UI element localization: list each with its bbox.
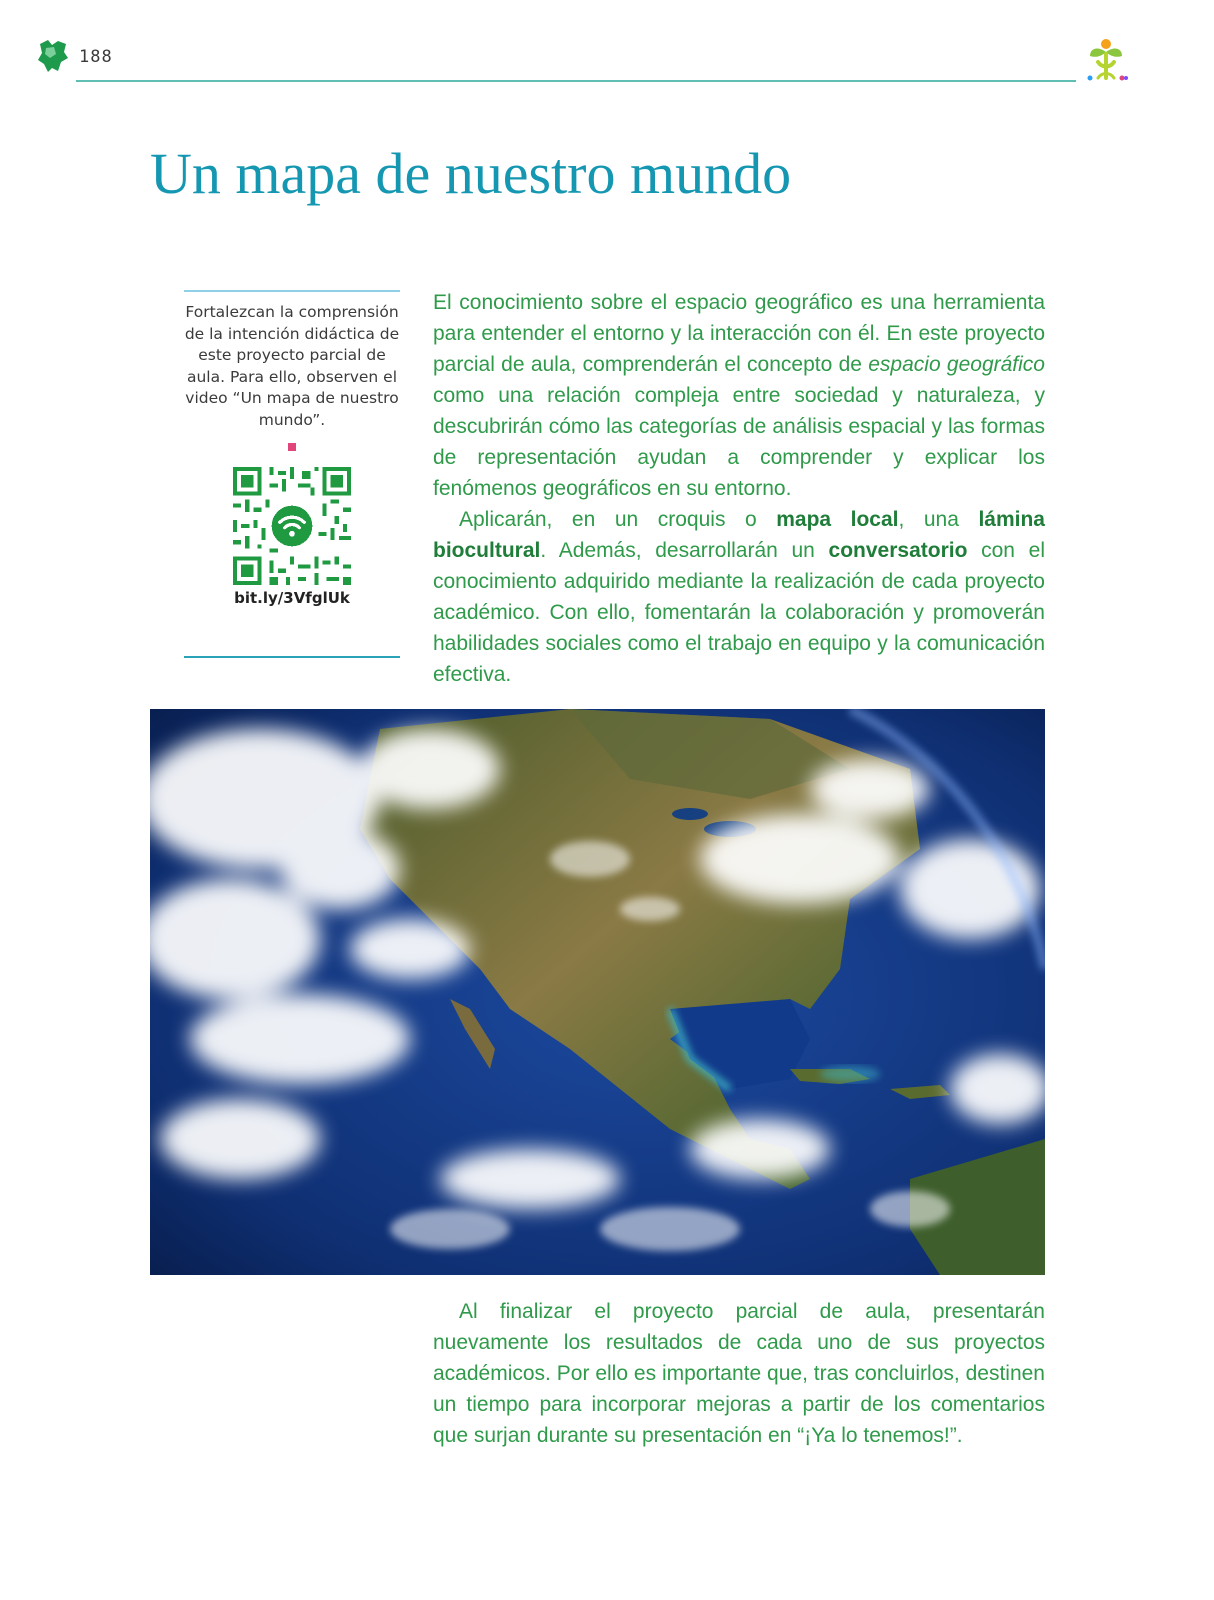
term-mapa-local: mapa local <box>776 508 899 531</box>
paragraph-2-text-a: Aplicarán, en un croquis o <box>459 508 777 531</box>
sidebar-text: Fortalezcan la comprensión de la intención didáctica de este proyecto parcial de aula. Para ello, observen el video “Un mapa de nuestro mundo”. <box>184 303 400 429</box>
paragraph-2-text-b: , una <box>898 508 979 531</box>
paragraph-2-text-c: . Además, desarrollarán un <box>540 539 829 562</box>
term-lamina-biocultural: lámina biocultural <box>433 508 1045 562</box>
page-number: 188 <box>79 47 113 67</box>
sprout-people-logo-icon <box>1076 32 1136 88</box>
paragraph-1-italic: espacio geográfico <box>868 353 1045 376</box>
paragraph-1 <box>433 287 1045 504</box>
term-conversatorio: conversatorio <box>828 539 968 562</box>
paragraph-2 <box>433 504 1045 690</box>
paragraph-2-text-d: con el conocimiento adquirido mediante la realización de cada proyecto académico. Con ello, fomentarán la colaboración y promoverán habilidades sociales como el trabajo en equipo y la comunicación efectiva. <box>433 539 1046 686</box>
page-title: Un mapa de nuestro mundo <box>150 141 792 206</box>
paragraph-1-text-b: como una relación compleja entre sociedad y naturaleza, y descubrirán cómo las categorías de análisis espacial y las formas de representación ayudan a comprender y explicar los fenómenos geográficos en su entorno. <box>433 384 1045 500</box>
video-link[interactable]: bit.ly/3VfglUk <box>234 589 350 607</box>
qr-code-wifi-icon[interactable] <box>233 467 351 585</box>
header-rule <box>76 80 1076 82</box>
accent-dot <box>288 443 296 451</box>
paragraph-3: Al finalizar el proyecto parcial de aula, presentarán nuevamente los resultados de cada uno de sus proyectos académicos. Por ello es importante que, tras concluirlos, destinen un tiempo para incorporar mejoras a partir de los comentarios que surjan durante su presentación en “¡Ya lo tenemos!”. <box>433 1300 1045 1447</box>
green-landmass-icon <box>36 38 70 74</box>
video-sidebar <box>184 290 400 658</box>
paragraph-1-text-a: El conocimiento sobre el espacio geográfico es una herramienta para entender el entorno y la interacción con él. En este proyecto parcial de aula, comprenderán el concepto de <box>433 291 1045 376</box>
earth-satellite-image <box>150 709 1045 1275</box>
